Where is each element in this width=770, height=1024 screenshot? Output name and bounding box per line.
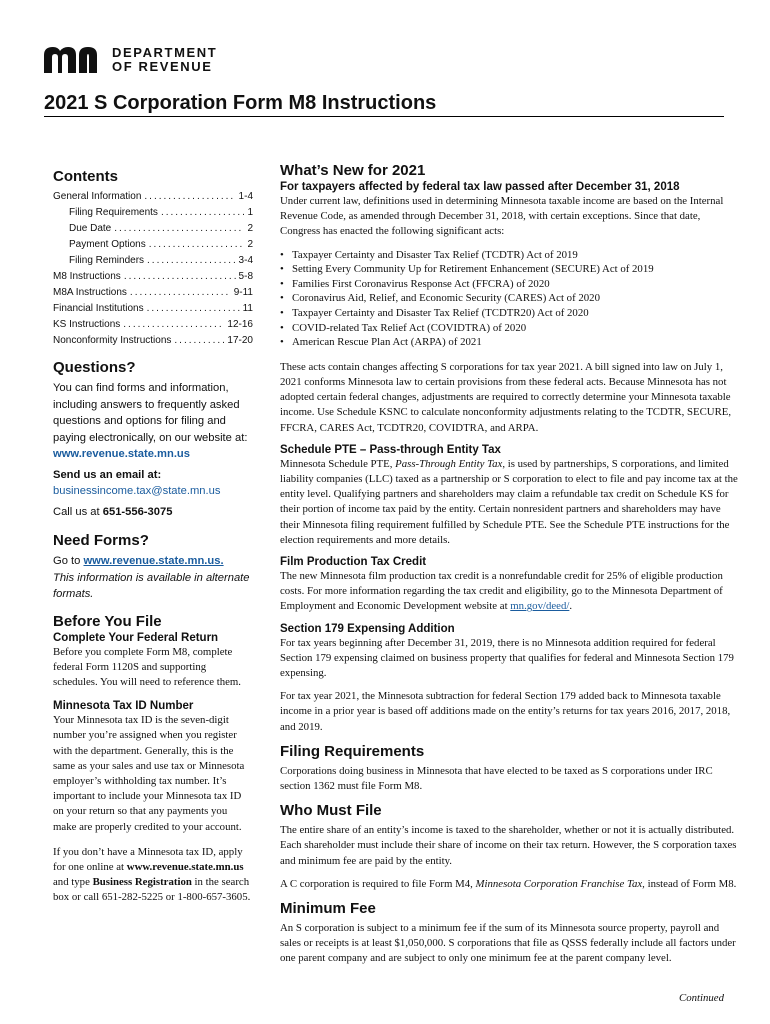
who-must-file-text-2 [280,877,740,892]
sidebar [53,168,253,914]
apply-text-c: in the search box or call 651-282-5225 or 1-800-657-3605. [53,876,251,904]
complete-federal-return-heading: Complete Your Federal Return [53,631,219,644]
toc-leader-dots [124,269,236,285]
complete-federal-return-text: Before you complete Form M8, complete federal Form 1120S and supporting schedules. You will need to reference them. [53,645,241,688]
go-to-text: Go to [53,555,84,567]
section-179-text-1: For tax years beginning after December 31, 2019, there is no Minnesota addition required for federal Section 179 expensing claimed on business property that qualifies for federal and Minnesota Section 179 expensing. [280,636,734,680]
toc-item[interactable] [53,237,253,253]
before-you-file-section [53,613,253,906]
toc-leader-dots [114,221,244,237]
phone-number: 651-556-3075 [102,505,173,518]
toc-item-label: M8 Instructions [53,271,121,282]
toc-item-label: KS Instructions [53,319,121,330]
toc-item-label: Filing Reminders [69,255,145,266]
film-text-b: . [569,600,573,613]
questions-text: You can find forms and information, including answers to frequently asked questions and options for filing and paying electronically, on our website at: [53,382,248,444]
minimum-fee-section [280,900,740,967]
filing-requirements-heading: Filing Requirements [280,742,425,760]
tax-id-text: Your Minnesota tax ID is the seven-digit number you’re assigned when you register with the department. Generally, this is the same as your sales and use tax or Minnesota employer’s withholding tax number. It’s important to include your Minnesota tax ID on your return so that any payments you make are properly credited to your account. [53,714,245,833]
toc-item-page: 1-4 [238,191,253,202]
toc-leader-dots [149,237,245,253]
pte-text-a: Minnesota Schedule PTE, [280,457,396,470]
act-list-item: • COVID-related Tax Relief Act (COVIDTRA) of 2020 [280,321,740,336]
minimum-fee-text: An S corporation is subject to a minimum fee if the sum of its Minnesota source property, payroll and sales or receipts is at least $1,050,000. S corporations that file as QSSS federally include all factors under one parent company and are subject to only one minimum fee at the parent company level. [280,922,736,965]
toc-leader-dots [174,333,224,349]
toc-item-label: Filing Requirements [69,207,158,218]
toc-item-label: General Information [53,191,142,202]
whats-new-subheading: For taxpayers affected by federal tax law passed after December 31, 2018 [280,181,680,193]
toc-item-page: 9-11 [233,287,253,298]
title-divider [44,116,724,117]
acts-list [280,248,740,350]
pte-text [280,457,740,548]
questions-section [53,359,253,520]
logo-line-1: DEPARTMENT [112,45,218,60]
section-179-heading: Section 179 Expensing Addition [280,622,455,635]
filing-requirements-section [280,743,740,794]
toc-item[interactable] [53,269,253,285]
toc-item-label: Financial Institutions [53,303,144,314]
continued-label: Continued [679,992,724,1004]
contents-heading: Contents [53,168,118,185]
toc-leader-dots [147,253,236,269]
toc-item[interactable] [53,189,253,205]
toc-item-page: 2 [247,239,253,250]
main-content [280,162,740,975]
toc-item-label: M8A Instructions [53,287,127,298]
alternate-formats-text: This information is available in alternate formats. [53,571,250,600]
who-must-file-text-1: The entire share of an entity’s income is taxed to the shareholder, whether or not it is actually distributed. Each shareholder must include their share of income on their tax return. However, the S corporation taxes and minimum fee are paid by the entity. [280,824,737,867]
toc-leader-dots [147,301,240,317]
business-registration-text: Business Registration [92,876,192,889]
apply-tax-id-text [53,845,253,906]
toc-leader-dots [161,205,245,221]
who-must-file-heading: Who Must File [280,802,382,820]
toc-item-page: 17-20 [227,335,253,346]
section-179-section [280,623,740,735]
table-of-contents [53,189,253,349]
film-credit-heading: Film Production Tax Credit [280,556,427,568]
act-list-item: • American Rescue Plan Act (ARPA) of 2021 [280,335,740,350]
toc-item-label: Due Date [69,223,112,234]
whats-new-conclusion: These acts contain changes affecting S corporations for tax year 2021. A bill signed into law on July 1, 2021 conforms Minnesota law to certain provisions from these federal acts. Because Minnesota has not adopted certain federal changes, adjustments are required to correctly determine your Minnesota taxable income. Use Schedule KSNC to calculate nonconformity adjustments relating to the TCDTR, SECURE, FFCRA, CARES Act, TCDTR20, COVIDTRA, and ARPA. [280,360,732,434]
email-label: Send us an email at: [53,468,162,481]
forms-link[interactable]: www.revenue.state.mn.us. [83,555,224,567]
toc-item[interactable] [53,285,253,301]
who-text-b: instead of Form M8. [644,877,737,890]
whats-new-intro: Under current law, definitions used in determining Minnesota taxable income are based on the Internal Revenue Code, as amended through December 31, 2018, with certain exceptions. Since that date, Congress has enacted the following significant acts: [280,195,724,238]
toc-item-page: 11 [242,303,253,314]
pte-section [280,444,740,548]
pte-heading: Schedule PTE – Pass-through Entity Tax [280,443,501,456]
filing-requirements-text: Corporations doing business in Minnesota that have elected to be taxed as S corporations under IRC section 1362 must file Form M8. [280,764,713,793]
m4-title-italic: Minnesota Corporation Franchise Tax, [475,877,645,890]
whats-new-heading: What’s New for 2021 [280,162,426,179]
whats-new-section [280,162,740,436]
logo-line-2: OF REVENUE [112,59,213,74]
department-of-revenue-logo [44,44,217,76]
act-list-item: • Taxpayer Certainty and Disaster Tax Relief (TCDTR) Act of 2019 [280,248,740,263]
minimum-fee-heading: Minimum Fee [280,900,376,918]
toc-leader-dots [144,189,235,205]
apply-website-link[interactable]: www.revenue.state.mn.us [126,860,244,873]
film-credit-text [280,569,740,615]
act-list-item: • Coronavirus Aid, Relief, and Economic Security (CARES) Act of 2020 [280,291,740,306]
questions-heading: Questions? [53,359,136,376]
section-179-text-2: For tax year 2021, the Minnesota subtraction for federal Section 179 added back to Minnesota taxable income in a prior year is based off additions made on the entity’s returns for tax years 2016, 2017, 2018, and 2019. [280,690,731,733]
apply-text-a: If you don’t have a Minnesota tax ID, apply for one online at [53,845,243,873]
toc-leader-dots [130,285,231,301]
toc-item[interactable] [53,301,253,317]
call-prefix: Call us at [53,505,103,518]
need-forms-heading: Need Forms? [53,532,149,549]
pte-text-b: , is used by partnerships, S corporations, and limited liability companies (LLC) taxed as a partnership or S corporation to elect to file and pay income tax at the entity level. Qualifying partners and shareholders may claim a refundable tax credit on Schedule KS for their portion of income tax paid by the entity. Certain nonresident partners and shareholders may have their Minnesota filing requirement fulfilled by Schedule PTE. See the Schedule PTE instructions for the election requirements and more details. [280,457,738,546]
email-link[interactable]: businessincome.tax@state.mn.us [53,485,221,497]
tax-id-heading: Minnesota Tax ID Number [53,700,194,713]
toc-item[interactable] [53,333,253,349]
before-you-file-heading: Before You File [53,612,162,630]
deed-link[interactable]: mn.gov/deed/ [510,600,570,613]
toc-item-page: 12-16 [227,319,253,330]
mn-logo-icon [44,47,104,73]
act-list-item: • Taxpayer Certainty and Disaster Tax Relief (TCDTR20) Act of 2020 [280,306,740,321]
toc-item-page: 2 [247,223,253,234]
toc-item-label: Nonconformity Instructions [53,335,172,346]
apply-text-b: and type [53,876,93,889]
toc-item[interactable] [53,253,253,269]
toc-item-page: 5-8 [238,271,253,282]
toc-item[interactable] [53,205,253,221]
toc-item-page: 3-4 [238,255,253,266]
toc-item[interactable] [53,317,253,333]
who-text-a: A C corporation is required to file Form M4, [280,877,476,890]
contents-section [53,168,253,349]
film-credit-section [280,556,740,615]
pte-title-italic: Pass-Through Entity Tax [395,457,503,470]
toc-item[interactable] [53,221,253,237]
act-list-item: • Families First Coronavirus Response Act (FFCRA) of 2020 [280,277,740,292]
website-link[interactable]: www.revenue.state.mn.us [53,448,190,460]
act-list-item: • Setting Every Community Up for Retirement Enhancement (SECURE) Act of 2019 [280,262,740,277]
film-text-a: The new Minnesota film production tax credit is a nonrefundable credit for 25% of eligible production costs. For more information regarding the tax credit and eligibility, go to the Minnesota Department of Employment and Economic Development website at [280,570,723,613]
who-must-file-section [280,802,740,892]
toc-item-label: Payment Options [69,239,146,250]
page-title: 2021 S Corporation Form M8 Instructions [44,92,437,114]
toc-leader-dots [123,317,224,333]
toc-item-page: 1 [247,207,253,218]
need-forms-section [53,532,253,603]
